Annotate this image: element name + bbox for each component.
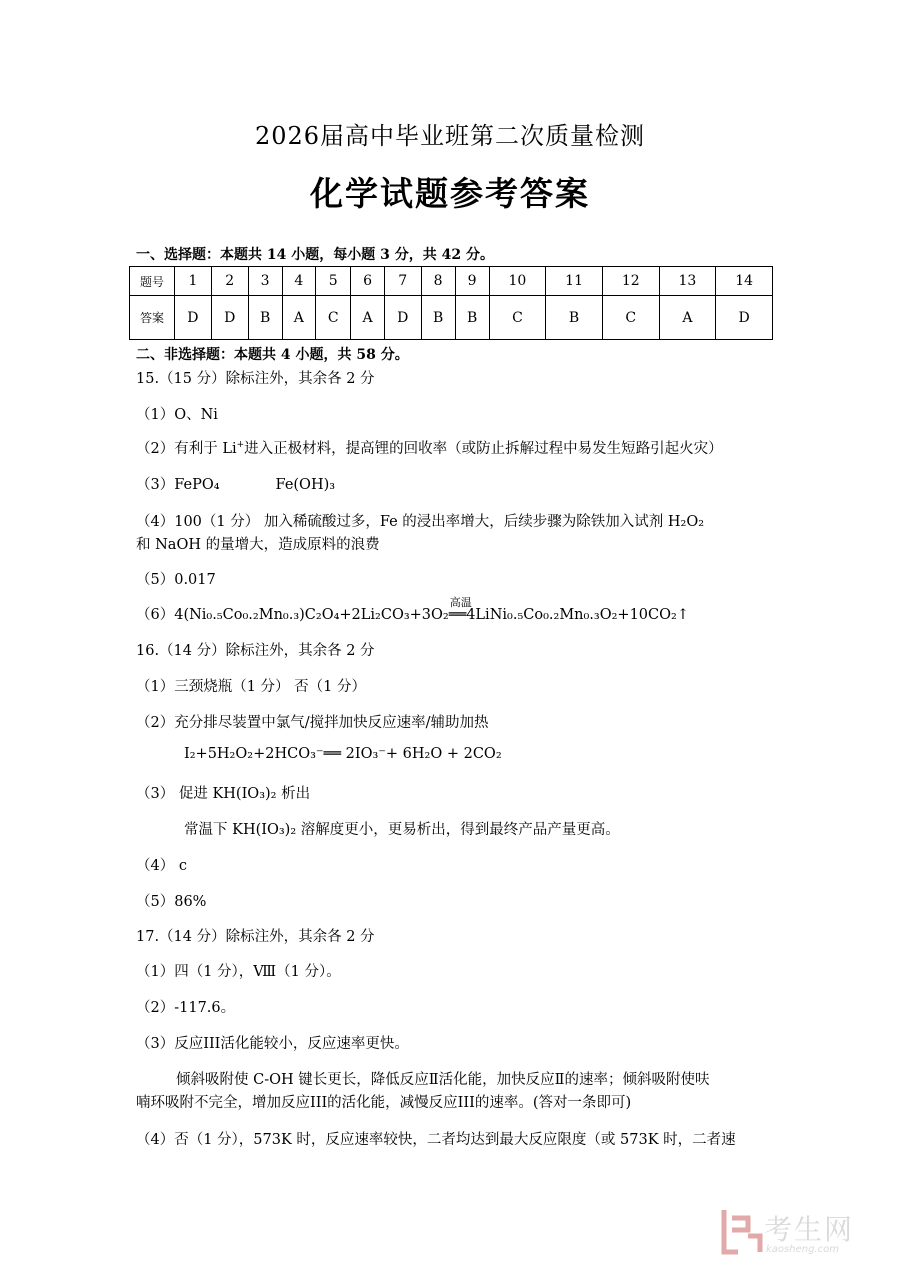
answer-cell: C bbox=[316, 296, 351, 340]
q16-heading: 16.（14 分）除标注外，其余各 2 分 bbox=[136, 643, 375, 659]
q17-answer-4: （4）否（1 分），573K 时，反应速率较快，二者均达到最大反应限度（或 573K 时，二者速 bbox=[136, 1132, 736, 1148]
question-number: 9 bbox=[455, 267, 489, 296]
answer-cell: D bbox=[211, 296, 248, 340]
answer-cell: C bbox=[489, 296, 546, 340]
answer-cell: B bbox=[455, 296, 489, 340]
exam-title: 化学试题参考答案 bbox=[310, 174, 590, 213]
question-number: 5 bbox=[316, 267, 351, 296]
answer-row bbox=[130, 296, 773, 340]
answer-cell: B bbox=[248, 296, 282, 340]
q15-answer-2 bbox=[136, 437, 723, 458]
q15-a2-pre: （2）有利于 Li bbox=[136, 441, 237, 457]
answer-cell: D bbox=[384, 296, 421, 340]
answer-cell: B bbox=[421, 296, 455, 340]
question-number: 3 bbox=[248, 267, 282, 296]
question-number-row bbox=[130, 267, 773, 296]
q15-a6-left: （6）4(Ni₀.₅Co₀.₂Mn₀.₃)C₂O₄+2Li₂CO₃+3O₂ bbox=[136, 607, 449, 623]
q15-a2-post: 进入正极材料，提高锂的回收率（或防止拆解过程中易发生短路引起火灾） bbox=[244, 441, 723, 457]
question-number: 10 bbox=[489, 267, 546, 296]
q15-answer-1: （1）O、Ni bbox=[136, 407, 218, 423]
question-number: 6 bbox=[351, 267, 384, 296]
answer-cell: A bbox=[282, 296, 315, 340]
question-number: 2 bbox=[211, 267, 248, 296]
question-number: 7 bbox=[384, 267, 421, 296]
q15-a3-label: （3） bbox=[136, 477, 175, 493]
q16-answer-5: （5）86% bbox=[136, 894, 207, 910]
section2-heading: 二、非选择题：本题共 4 小题，共 58 分。 bbox=[136, 347, 409, 363]
q16-answer-1: （1）三颈烧瓶（1 分） 否（1 分） bbox=[136, 679, 367, 695]
question-number: 13 bbox=[659, 267, 716, 296]
answer-table bbox=[129, 266, 773, 340]
q17-heading: 17.（14 分）除标注外，其余各 2 分 bbox=[136, 929, 375, 945]
reaction-condition bbox=[448, 596, 472, 623]
question-number: 1 bbox=[175, 267, 212, 296]
q15-a2-sup: + bbox=[236, 440, 245, 451]
question-number: 14 bbox=[716, 267, 773, 296]
row-label-question: 题号 bbox=[130, 267, 175, 296]
row-label-answer: 答案 bbox=[130, 296, 175, 340]
question-number: 4 bbox=[282, 267, 315, 296]
watermark-name: 考生网 bbox=[764, 1213, 855, 1246]
answer-cell: D bbox=[175, 296, 212, 340]
q16-answer-2: （2）充分排尽装置中氯气/搅拌加快反应速率/辅助加热 bbox=[136, 715, 489, 731]
answer-cell: B bbox=[546, 296, 603, 340]
exam-subtitle: 2026届高中毕业班第二次质量检测 bbox=[254, 122, 646, 150]
q16-answer-3: （3） 促进 KH(IO₃)₂ 析出 bbox=[136, 786, 311, 802]
q15-a6-right: 4LiNi₀.₅Co₀.₂Mn₀.₃O₂+10CO₂↑ bbox=[466, 607, 689, 623]
q15-answer-3 bbox=[136, 473, 335, 494]
answer-cell: A bbox=[659, 296, 716, 340]
question-number: 12 bbox=[602, 267, 659, 296]
q15-a3-y: Fe(OH)₃ bbox=[275, 477, 336, 493]
q15-a3-x: FePO₄ bbox=[174, 477, 220, 493]
q15-answer-6 bbox=[136, 596, 689, 624]
answer-cell: A bbox=[351, 296, 384, 340]
q16-answer-2-equation: I₂+5H₂O₂+2HCO₃⁻══ 2IO₃⁻+ 6H₂O + 2CO₂ bbox=[184, 746, 502, 762]
q15-a6-cond: 高温 bbox=[449, 596, 472, 609]
q17-answer-2: （2）-117.6。 bbox=[136, 1000, 236, 1016]
q17-answer-3-note-1: 倾斜吸附使 C-OH 键长更长，降低反应Ⅱ活化能，加快反应Ⅱ的速率；倾斜吸附使呋 bbox=[176, 1072, 710, 1088]
q15-heading: 15.（15 分）除标注外，其余各 2 分 bbox=[136, 371, 375, 387]
q16-answer-4: （4） c bbox=[136, 858, 187, 874]
q15-a6-arrow: ══ bbox=[448, 607, 467, 623]
q17-answer-3-note-2: 喃环吸附不完全，增加反应III的活化能，减慢反应III的速率。(答对一条即可) bbox=[136, 1095, 632, 1111]
answer-cell: D bbox=[716, 296, 773, 340]
q16-answer-3-note: 常温下 KH(IO₃)₂ 溶解度更小，更易析出，得到最终产品产量更高。 bbox=[184, 822, 620, 838]
section1-heading: 一、选择题：本题共 14 小题，每小题 3 分，共 42 分。 bbox=[136, 247, 494, 263]
watermark-url: kaosheng.com bbox=[766, 1244, 839, 1255]
q17-answer-1: （1）四（1 分），Ⅷ（1 分）。 bbox=[136, 964, 341, 980]
question-number: 8 bbox=[421, 267, 455, 296]
answer-cell: C bbox=[602, 296, 659, 340]
q15-answer-4-line1: （4）100（1 分） 加入稀硫酸过多，Fe 的浸出率增大，后续步骤为除铁加入试剂 H₂O₂ bbox=[136, 514, 705, 530]
q15-answer-4-line2: 和 NaOH 的量增大，造成原料的浪费 bbox=[136, 537, 380, 553]
question-number: 11 bbox=[546, 267, 603, 296]
q17-answer-3: （3）反应III活化能较小，反应速率更快。 bbox=[136, 1036, 409, 1052]
q15-answer-5: （5）0.017 bbox=[136, 572, 216, 588]
